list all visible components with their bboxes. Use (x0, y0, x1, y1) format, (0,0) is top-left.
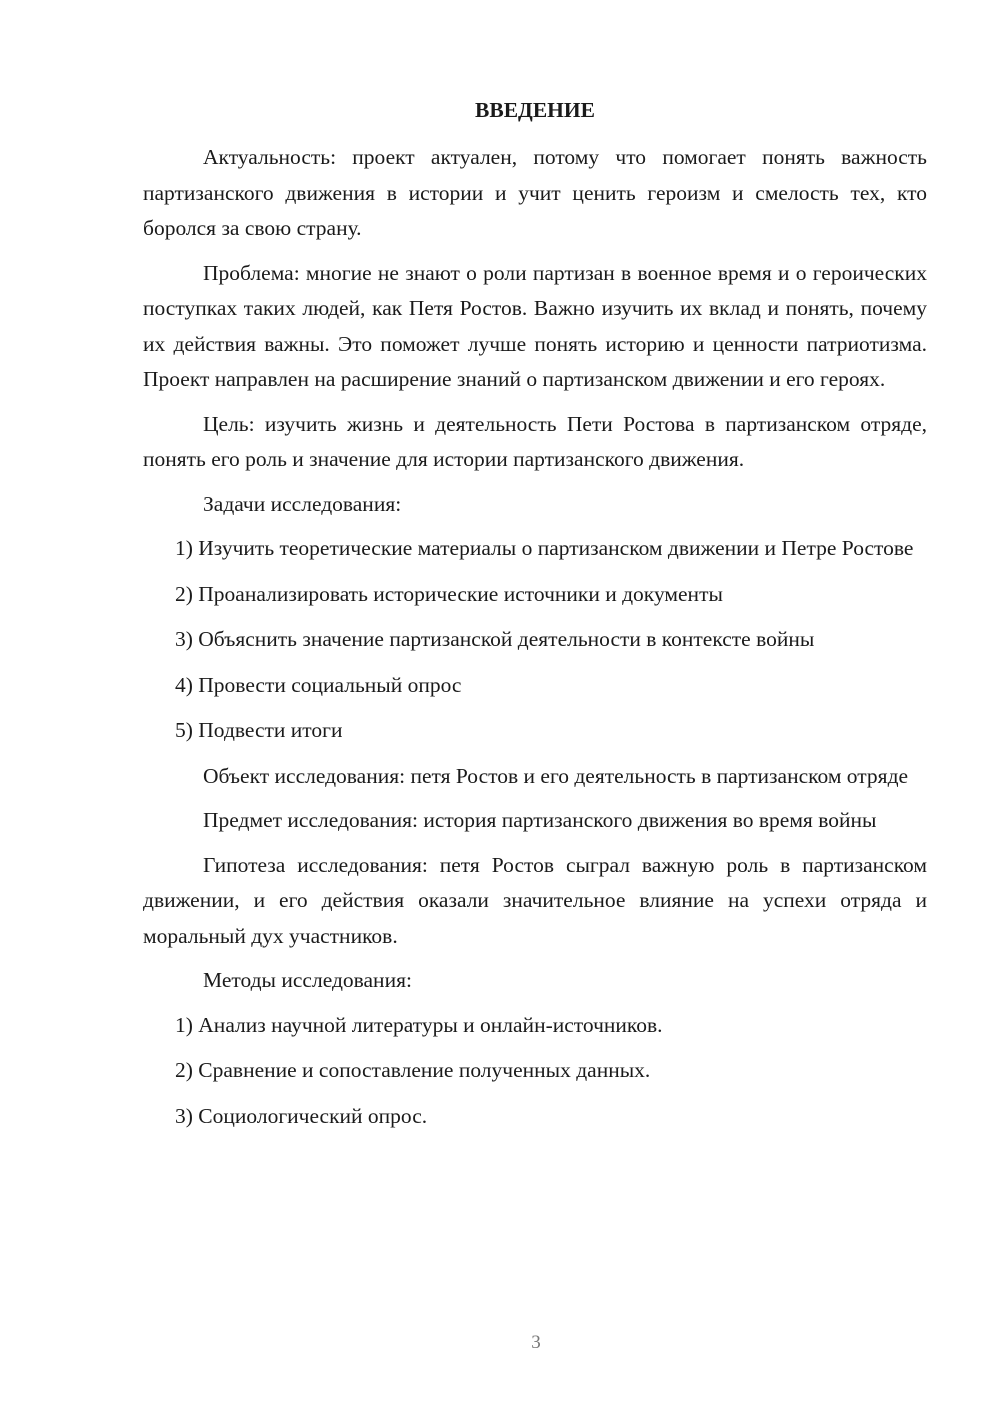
object-paragraph: Объект исследования: петя Ростов и его деятельность в партизанском отряде (203, 763, 909, 788)
goal-paragraph: Цель: изучить жизнь и деятельность Пети Ростова в партизанском отряде, понять его роль и значение для истории партизанского движения. (143, 411, 927, 471)
method-item: 3) Социологический опрос. (175, 1103, 428, 1128)
page-number: 3 (531, 1332, 541, 1353)
tasks-title: Задачи исследования: (203, 491, 402, 516)
task-item: 2) Проанализировать исторические источники и документы (175, 581, 723, 606)
subject-paragraph: Предмет исследования: история партизанского движения во время войны (203, 808, 877, 832)
methods-title: Методы исследования: (203, 968, 412, 992)
task-item: 1) Изучить теоретические материалы о партизанском движении и Петре Ростове (175, 536, 914, 560)
relevance-paragraph: Актуальность: проект актуален, потому что помогает понять важность партизанского движения в истории и учит ценить героизм и смелость тех, кто боролся за свою страну. (143, 145, 927, 240)
problem-paragraph: Проблема: многие не знают о роли партизан в военное время и о героических поступках таких людей, как Петя Ростов. Важно изучить их вклад и понять, почему их действия важны. Это поможет лучше понять историю и ценности патриотизма. Проект направлен на расширение знаний о партизанском движении и его героях. (143, 260, 927, 391)
hypothesis-paragraph: Гипотеза исследования: петя Ростов сыграл важную роль в партизанском движении, и его действия оказали значительное влияние на успехи отряда и моральный дух участников. (143, 852, 927, 948)
task-item: 4) Провести социальный опрос (175, 672, 462, 697)
section-heading: ВВЕДЕНИЕ (475, 98, 595, 122)
method-item: 2) Сравнение и сопоставление полученных данных. (175, 1058, 651, 1082)
task-item: 5) Подвести итоги (175, 718, 343, 742)
task-item: 3) Объяснить значение партизанской деятельности в контексте войны (175, 627, 815, 651)
method-item: 1) Анализ научной литературы и онлайн-источников. (175, 1012, 663, 1037)
page-content (143, 92, 927, 1144)
